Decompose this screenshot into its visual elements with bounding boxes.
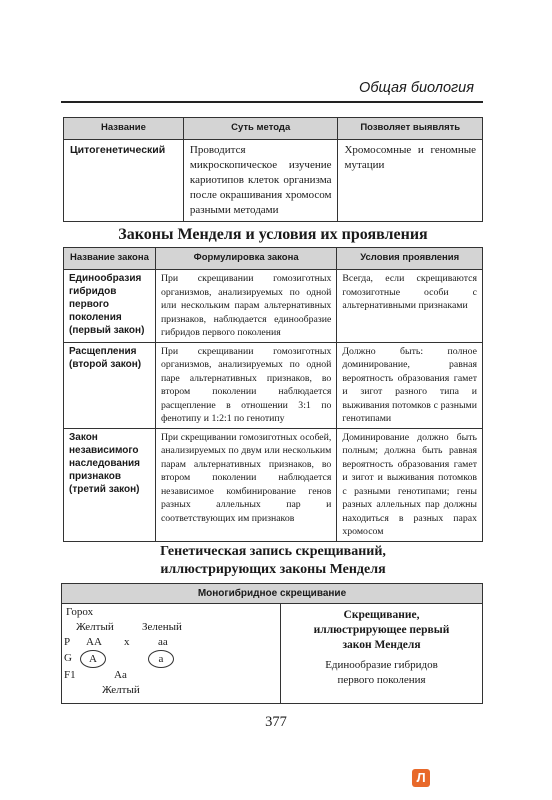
scheme-cross-sign: x	[124, 636, 130, 648]
monohybrid-cross-box	[61, 583, 483, 704]
scheme-f1-phenotype: Желтый	[102, 684, 140, 696]
law-conditions: Должно быть: полное доминирование, равная вероятность образования гамет и зигот разного типа и выживания потомков с разными генотипами	[337, 342, 483, 428]
law-formulation: При скрещивании гомозиготных организмов, анализируемых по одной паре альтернативных признаков, во втором поколении наблюдается расщепление в отношении 3:1 по фенотипу и 1:2:1 по генотипу	[155, 342, 336, 428]
cross-title-line: закон Менделя	[342, 639, 421, 651]
mendel-laws-table	[63, 247, 483, 542]
cross-subtitle-line: первого поколения	[337, 674, 426, 686]
scheme-p-genotype-2: aa	[158, 636, 168, 648]
cross-subtitle-line: Единообразие гибридов	[325, 659, 438, 671]
column-header: Суть метода	[183, 118, 338, 140]
scheme-phenotype-1: Желтый	[76, 621, 114, 633]
law-name: Единообразия гибридов первого поколения (первый закон)	[64, 270, 156, 343]
gamete-oval: a	[148, 650, 174, 668]
cross-description	[281, 604, 482, 703]
mendel-table-header	[64, 248, 483, 270]
cross-box-header: Моногибридное скрещивание	[62, 584, 482, 604]
column-header: Позволяет выявлять	[338, 118, 483, 140]
law-formulation: При скрещивании гомозиготных организмов, анализируемых по одной или нескольким парам альтернативных признаков, наблюдается единообразие гибридов первого поколения	[155, 270, 336, 343]
column-header: Название	[64, 118, 184, 140]
method-table	[63, 117, 483, 222]
header-rule	[61, 101, 483, 103]
scheme-p-genotype-1: AA	[86, 636, 102, 648]
method-name: Цитогенетический	[64, 140, 184, 222]
gamete-oval: A	[80, 650, 106, 668]
publisher-logo-icon: Л	[412, 769, 430, 787]
genetic-title-line: Генетическая запись скрещиваний,	[160, 544, 386, 559]
scheme-f1-label: F1	[64, 669, 76, 681]
column-header: Условия проявления	[337, 248, 483, 270]
column-header: Формулировка закона	[155, 248, 336, 270]
cross-title-line: иллюстрирующее первый	[313, 624, 450, 636]
scheme-p-label: P	[64, 636, 71, 648]
table-row	[64, 270, 483, 343]
law-name: Закон независимого наследования признаков (третий закон)	[64, 428, 156, 541]
scheme-organism: Горох	[66, 606, 94, 618]
scheme-f1-genotype: Aa	[114, 669, 127, 681]
section-title: Законы Менделя и условия их проявления	[118, 226, 428, 243]
column-header: Название закона	[64, 248, 156, 270]
scheme-phenotype-2: Зеленый	[142, 621, 182, 633]
table-row	[64, 428, 483, 541]
law-formulation: При скрещивании гомозиготных особей, анализируемых по двум или нескольким парам альтернативных признаков, во втором поколении наблюдается независимое комбинирование генов разных аллельных пар и соответствующих им признаков	[155, 428, 336, 541]
method-essence: Проводится микроскопическое изучение кариотипов клеток организма после окрашивания хромосом разными методами	[183, 140, 338, 222]
cross-description-title	[281, 608, 482, 653]
genetic-section-title	[63, 543, 483, 579]
scheme-g-label: G	[64, 652, 72, 664]
law-conditions: Всегда, если скрещиваются гомозиготные особи с альтернативными признаками	[337, 270, 483, 343]
method-table-header	[64, 118, 483, 140]
page-number: 377	[265, 714, 287, 730]
method-reveals: Хромосомные и геномные мутации	[338, 140, 483, 222]
running-header: Общая биология	[359, 80, 474, 96]
law-name: Расщепления (второй закон)	[64, 342, 156, 428]
cross-title-line: Скрещивание,	[343, 609, 420, 621]
law-conditions: Доминирование должно быть полным; должна быть равная вероятность образования гамет и зигот и выживания потомков с разными генотипами; гены разных аллельных пар должны находиться в разных парах хромосом	[337, 428, 483, 541]
table-row	[64, 342, 483, 428]
table-row	[64, 140, 483, 222]
cross-description-subtitle	[281, 658, 482, 688]
cross-scheme	[62, 604, 281, 703]
genetic-title-line: иллюстрирующих законы Менделя	[160, 562, 386, 577]
